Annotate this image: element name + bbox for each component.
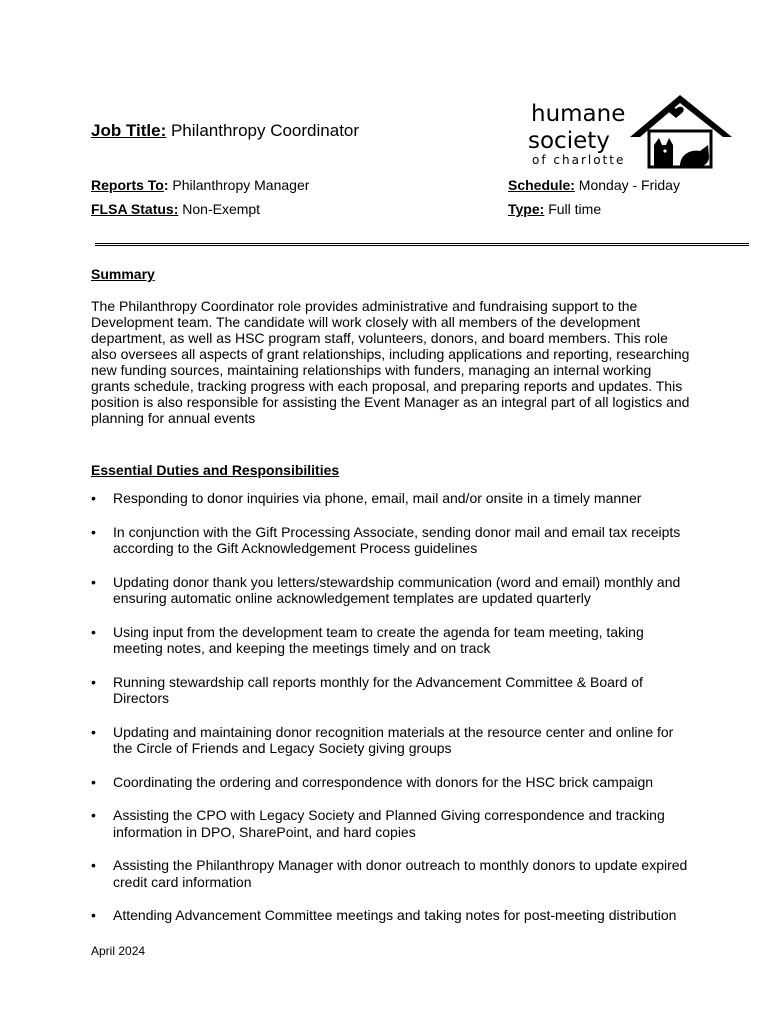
duty-text: Responding to donor inquiries via phone, email, mail and/or onsite in a timely manner — [113, 490, 642, 506]
logo-line-1: humane — [531, 101, 626, 127]
duty-text: Running stewardship call reports monthly for the Advancement Committee & Board of Directors — [113, 673, 643, 706]
list-item — [91, 724, 691, 757]
duty-text: Assisting the CPO with Legacy Society and Planned Giving correspondence and tracking information in DPO, SharePoint, and hard copies — [113, 807, 665, 840]
job-title-value: Philanthropy Coordinator — [166, 121, 360, 140]
list-item — [91, 807, 691, 840]
summary-heading: Summary — [91, 266, 155, 282]
reports-to-value: Philanthropy Manager — [168, 177, 310, 193]
bullet: • — [91, 673, 96, 690]
job-title — [91, 121, 359, 141]
duties-heading: Essential Duties and Responsibilities — [91, 462, 340, 478]
duty-text: Updating donor thank you letters/stewardship communication (word and email) monthly and ensuring automatic online acknowledgement templates are updated quarterly — [113, 573, 681, 606]
bullet: • — [91, 623, 96, 640]
summary-text: The Philanthropy Coordinator role provides administrative and fundraising support to the Development team. The candidate will work closely with all members of the development department, as well as HSC program staff, volunteers, donors, and board members. This role also oversees all aspects of grant relationships, including applications and reporting, researching new funding sources, maintaining relationships with funders, managing an internal working grants schedule, tracking progress with each proposal, and preparing reports and updates. This position is also responsible for assisting the Event Manager as an integral part of all logistics and planning for annual events — [91, 298, 690, 426]
schedule-label: Schedule: — [508, 177, 575, 193]
bullet: • — [91, 523, 96, 540]
flsa-status — [91, 201, 260, 217]
footer-date: April 2024 — [91, 944, 146, 958]
duties-list — [91, 490, 691, 924]
bullet: • — [91, 723, 96, 740]
list-item — [91, 857, 691, 890]
employment-type — [508, 201, 601, 217]
bullet: • — [91, 807, 96, 823]
humane-society-logo — [528, 91, 732, 169]
bullet: • — [91, 573, 96, 590]
duty-text: In conjunction with the Gift Processing Associate, sending donor mail and email tax receipts according to the Gift Acknowledgement Process guidelines — [113, 523, 681, 556]
list-item — [91, 624, 691, 657]
logo-line-2: society — [528, 128, 610, 154]
schedule-value: Monday - Friday — [574, 177, 680, 193]
duty-text: Using input from the development team to create the agenda for team meeting, taking meeting notes, and keeping the meetings timely and on track — [113, 623, 644, 656]
type-value: Full time — [544, 201, 602, 217]
schedule — [508, 177, 680, 193]
house-with-pets-icon — [630, 95, 732, 167]
bullet: • — [91, 773, 96, 790]
duty-text: Attending Advancement Committee meetings and taking notes for post-meeting distribution — [113, 907, 677, 923]
reports-to-label: Reports To — [91, 177, 164, 193]
reports-to — [91, 177, 309, 193]
duty-text: Updating and maintaining donor recognition materials at the resource center and online for the Circle of Friends and Legacy Society giving groups — [113, 723, 674, 756]
list-item — [91, 674, 691, 707]
type-label: Type: — [508, 201, 545, 217]
bullet: • — [91, 907, 96, 923]
header-divider — [95, 243, 749, 246]
job-title-label: Job Title: — [91, 121, 167, 140]
flsa-status-label: FLSA Status: — [91, 201, 179, 217]
list-item — [91, 774, 691, 791]
reports-to-colon: : — [163, 177, 169, 193]
bullet: • — [91, 857, 96, 873]
bullet: • — [91, 490, 96, 506]
list-item — [91, 907, 691, 924]
flsa-status-value: Non-Exempt — [178, 201, 261, 217]
logo-line-3: of charlotte — [532, 153, 626, 167]
duty-text: Coordinating the ordering and correspondence with donors for the HSC brick campaign — [113, 773, 654, 790]
list-item — [91, 524, 691, 557]
duty-text: Assisting the Philanthropy Manager with donor outreach to monthly donors to update expired credit card information — [113, 857, 688, 890]
list-item — [91, 490, 691, 507]
list-item — [91, 574, 691, 607]
